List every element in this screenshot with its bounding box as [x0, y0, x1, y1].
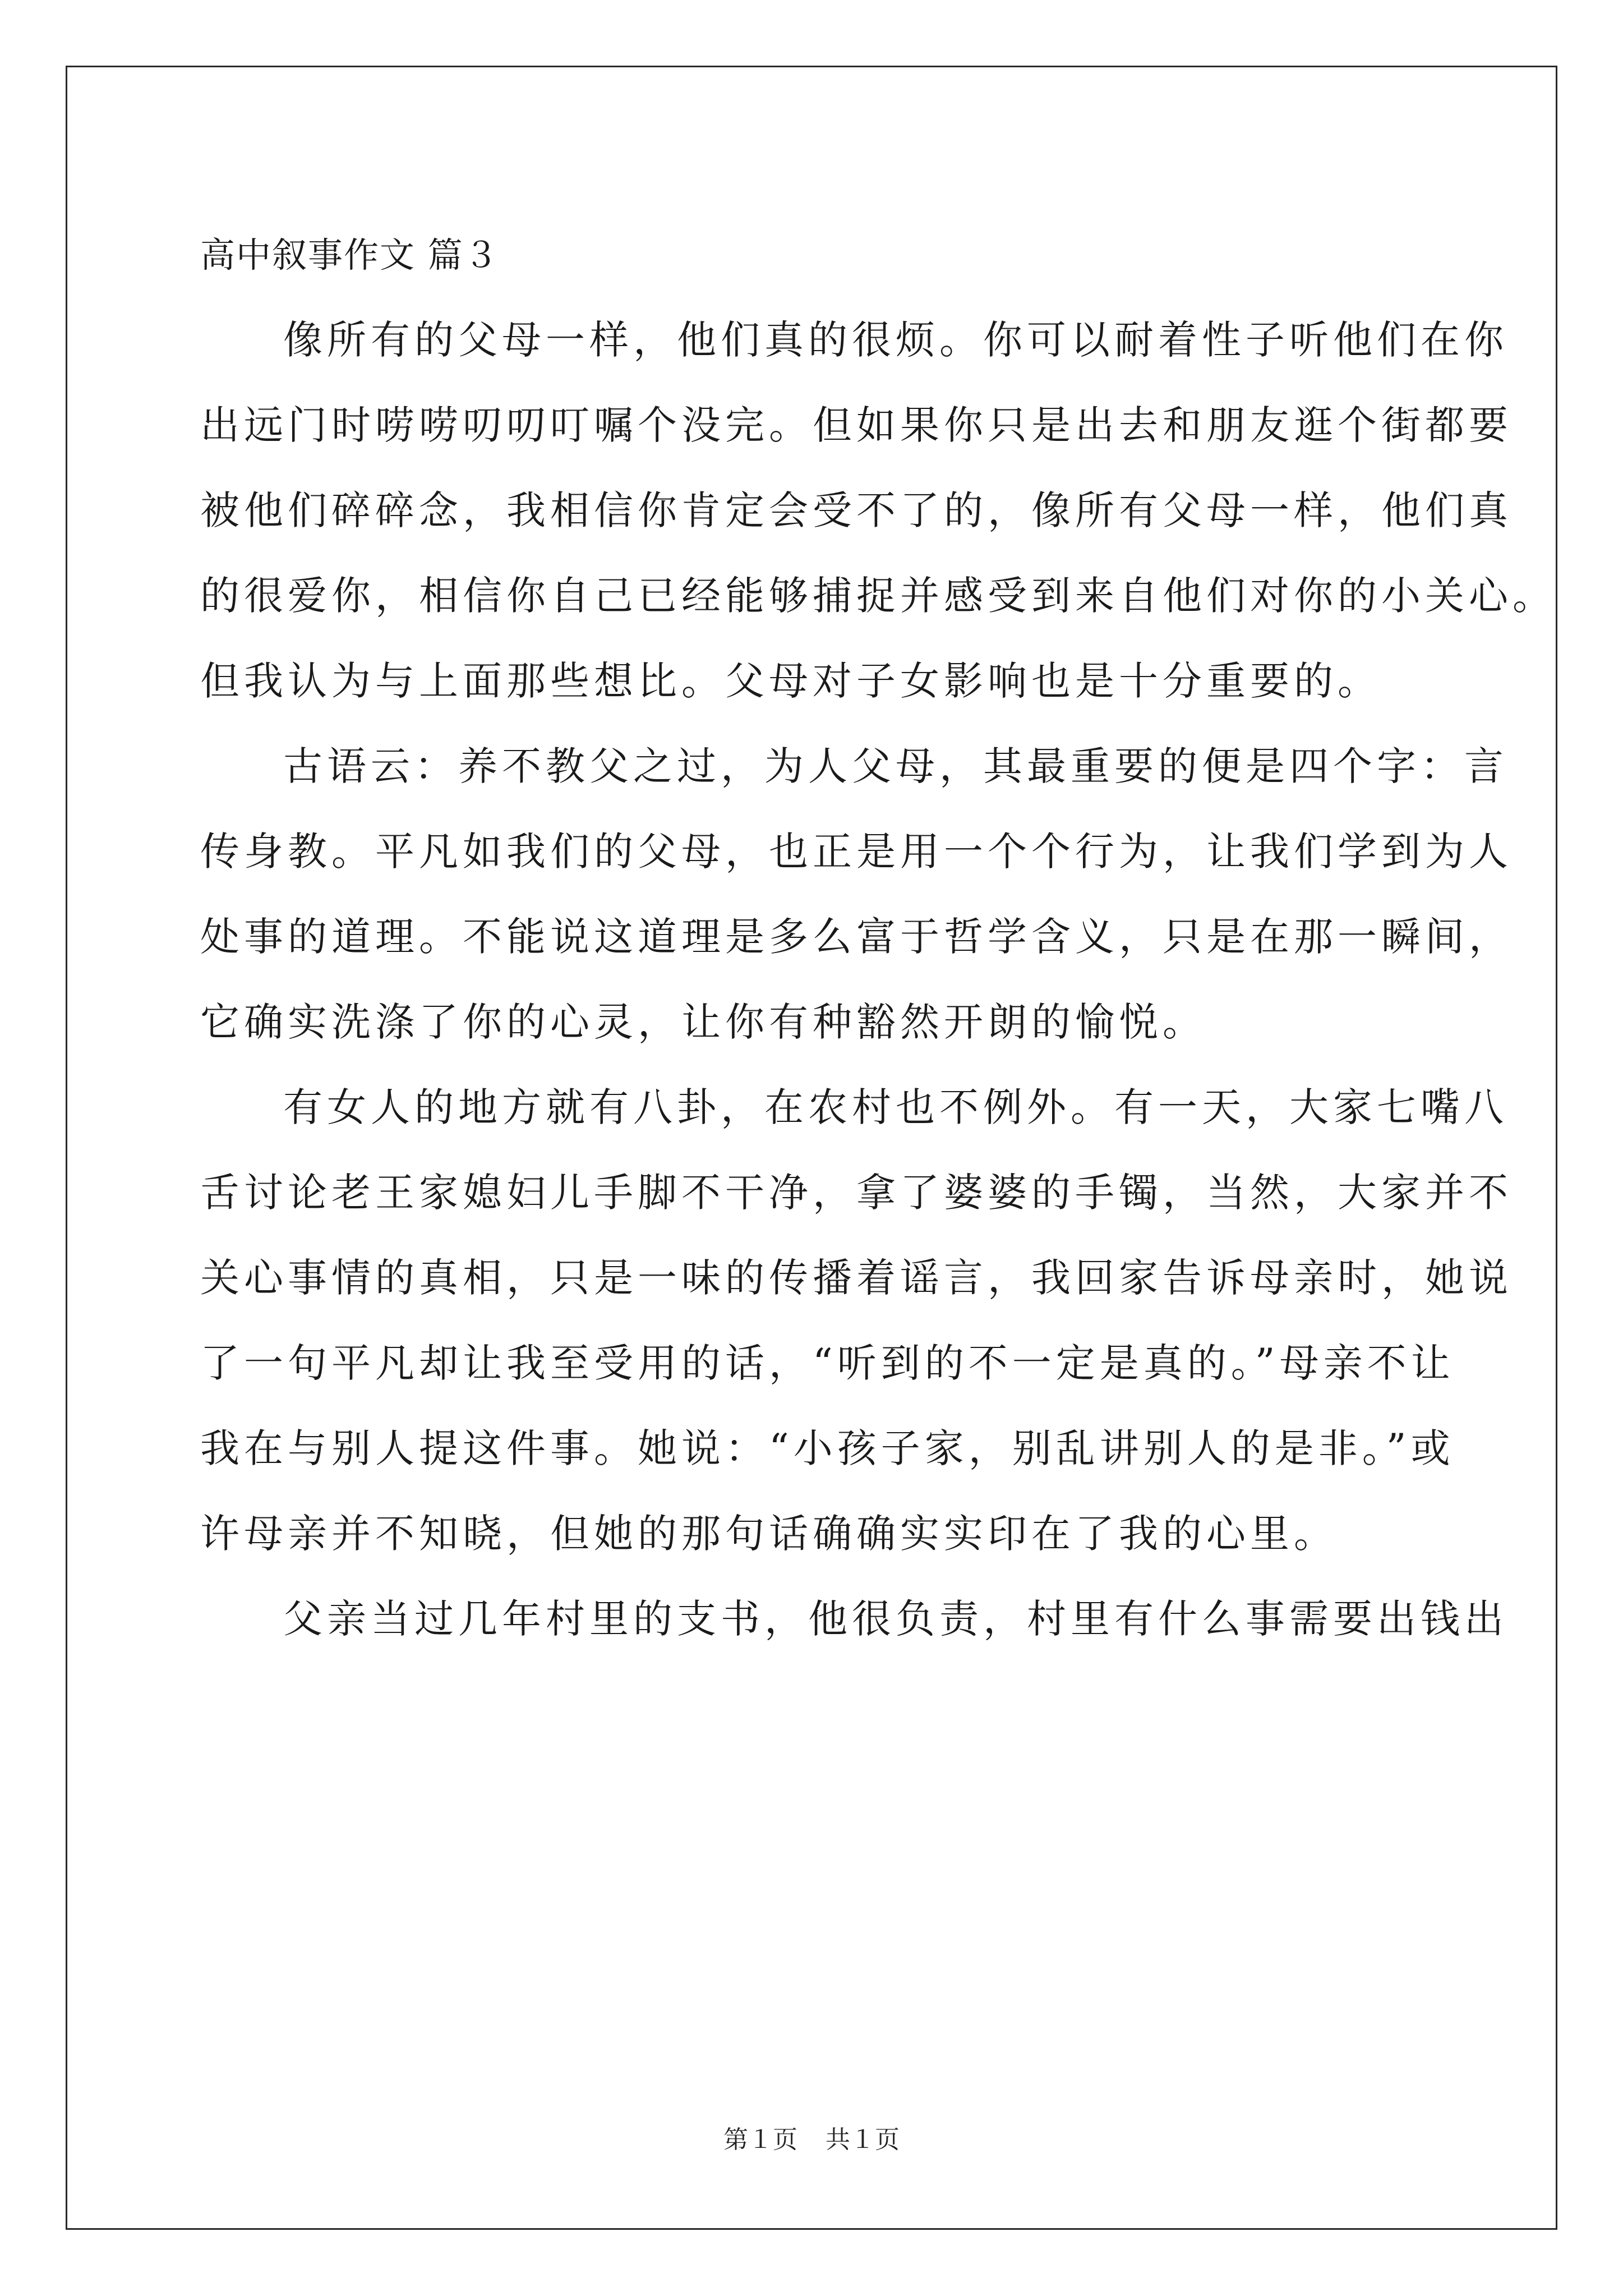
page-footer	[0, 2123, 1623, 2157]
text-line: 了一句平凡却让我至受用的话，“听到的不一定是真的。”母亲不让	[200, 1340, 1455, 1386]
text-line: 但我认为与上面那些想比。父母对子女影响也是十分重要的。	[200, 658, 1381, 704]
paragraph-1	[200, 297, 1556, 724]
text-line: 古语云：养不教父之过，为人父母，其最重要的便是四个字：言	[283, 743, 1508, 789]
text-line: 的很爱你，相信你自己已经能够捕捉并感受到来自他们对你的小关心。	[200, 573, 1556, 619]
paragraph-4	[200, 1576, 1508, 1662]
text-line: 传身教。平凡如我们的父母，也正是用一个个行为，让我们学到为人	[200, 829, 1513, 875]
text-line: 被他们碎碎念，我相信你肯定会受不了的，像所有父母一样，他们真	[200, 487, 1513, 533]
text-line: 我在与别人提这件事。她说：“小孩子家，别乱讲别人的是非。”或	[200, 1425, 1455, 1471]
text-line: 有女人的地方就有八卦，在农村也不例外。有一天，大家七嘴八	[283, 1084, 1508, 1130]
page-number: 第１页	[723, 2125, 797, 2154]
text-line: 像所有的父母一样，他们真的很烦。你可以耐着性子听他们在你	[283, 317, 1508, 363]
text-line: 出远门时唠唠叨叨叮嘱个没完。但如果你只是出去和朋友逛个街都要	[200, 402, 1513, 448]
text-line: 父亲当过几年村里的支书，他很负责，村里有什么事需要出钱出	[283, 1596, 1508, 1642]
text-line: 它确实洗涤了你的心灵，让你有种豁然开朗的愉悦。	[200, 999, 1206, 1045]
page-total: 共１页	[826, 2125, 900, 2154]
document-body	[200, 213, 1556, 1662]
text-line: 处事的道理。不能说这道理是多么富于哲学含义，只是在那一瞬间，	[200, 914, 1513, 960]
text-line: 关心事情的真相，只是一味的传播着谣言，我回家告诉母亲时，她说	[200, 1255, 1513, 1301]
paragraph-3	[200, 1065, 1513, 1576]
text-line: 许母亲并不知晓，但她的那句话确确实实印在了我的心里。	[200, 1511, 1338, 1557]
document-title: 高中叙事作文 篇３	[200, 234, 500, 275]
text-line: 舌讨论老王家媳妇儿手脚不干净，拿了婆婆的手镯，当然，大家并不	[200, 1170, 1513, 1216]
paragraph-2	[200, 724, 1513, 1065]
